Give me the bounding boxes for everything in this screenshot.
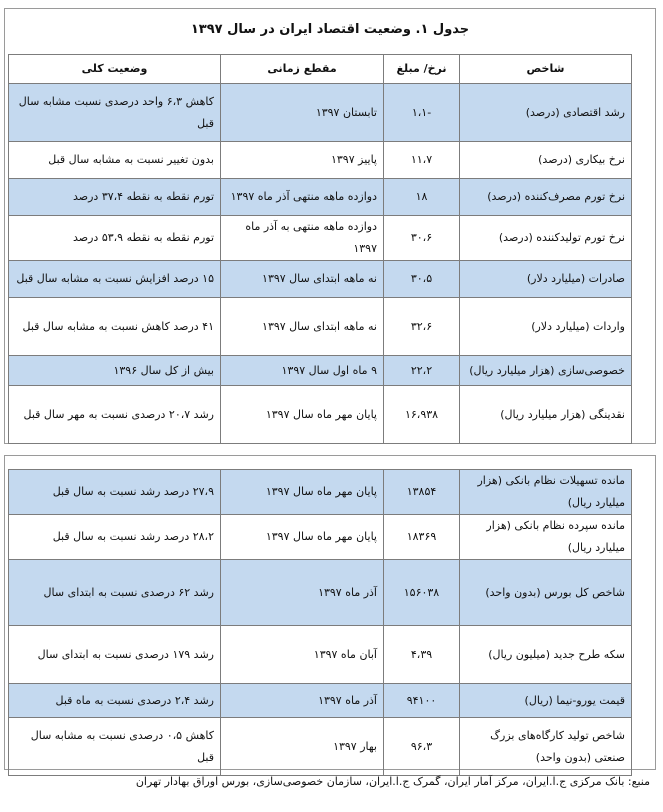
table-row <box>9 515 632 560</box>
economy-table-part-1 <box>8 54 632 444</box>
table-row <box>9 718 632 776</box>
economy-table-part-2 <box>8 469 632 776</box>
cell-period: نه ماهه ابتدای سال ۱۳۹۷ <box>221 261 384 298</box>
table-row <box>9 386 632 444</box>
cell-period: پایان مهر ماه سال ۱۳۹۷ <box>221 470 384 515</box>
cell-value: ۱۸۳۶۹ <box>384 515 460 560</box>
table-panel-2 <box>4 455 656 770</box>
table-panel-1 <box>4 8 656 444</box>
table-row <box>9 298 632 356</box>
header-value: نرخ/ مبلغ <box>384 55 460 84</box>
cell-indicator: نرخ تورم تولیدکننده (درصد) <box>460 216 632 261</box>
cell-value: ۹۴۱۰۰ <box>384 684 460 718</box>
cell-indicator: صادرات (میلیارد دلار) <box>460 261 632 298</box>
cell-period: پایان مهر ماه سال ۱۳۹۷ <box>221 386 384 444</box>
cell-status: رشد ۶۲ درصدی نسبت به ابتدای سال <box>9 560 221 626</box>
table-row <box>9 560 632 626</box>
cell-period: دوازده ماهه منتهی آذر ماه ۱۳۹۷ <box>221 179 384 216</box>
cell-value: ۱۸ <box>384 179 460 216</box>
cell-period: تابستان ۱۳۹۷ <box>221 84 384 142</box>
table-row <box>9 261 632 298</box>
cell-status: تورم نقطه به نقطه ۳۷،۴ درصد <box>9 179 221 216</box>
cell-value: ۳۲،۶ <box>384 298 460 356</box>
cell-indicator: نقدینگی (هزار میلیارد ریال) <box>460 386 632 444</box>
cell-period: ۹ ماه اول سال ۱۳۹۷ <box>221 356 384 386</box>
cell-indicator: رشد اقتصادی (درصد) <box>460 84 632 142</box>
table-row <box>9 356 632 386</box>
cell-period: دوازده ماهه منتهی به آذر ماه ۱۳۹۷ <box>221 216 384 261</box>
cell-status: تورم نقطه به نقطه ۵۳،۹ درصد <box>9 216 221 261</box>
cell-indicator: سکه طرح جدید (میلیون ریال) <box>460 626 632 684</box>
cell-indicator: نرخ تورم مصرف‌کننده (درصد) <box>460 179 632 216</box>
cell-indicator: خصوصی‌سازی (هزار میلیارد ریال) <box>460 356 632 386</box>
cell-status: رشد ۲،۴ درصدی نسبت به ماه قبل <box>9 684 221 718</box>
cell-value: ۴،۳۹ <box>384 626 460 684</box>
cell-period: آذر ماه ۱۳۹۷ <box>221 684 384 718</box>
cell-value: ۱۶،۹۳۸ <box>384 386 460 444</box>
header-period: مقطع زمانی <box>221 55 384 84</box>
table-caption: جدول ۱. وضعیت اقتصاد ایران در سال ۱۳۹۷ <box>190 22 470 37</box>
cell-status: بدون تغییر نسبت به مشابه سال قبل <box>9 142 221 179</box>
table-row <box>9 626 632 684</box>
table-row <box>9 216 632 261</box>
table-row <box>9 470 632 515</box>
table-row <box>9 84 632 142</box>
source-note: منبع: بانک مرکزی ج.ا.ایران، مرکز آمار ایران، گمرک ج.ا.ایران، سازمان خصوصی‌سازی، بورس اوراق بهادار تهران <box>135 775 650 788</box>
cell-value: ۲۲،۲ <box>384 356 460 386</box>
table-row <box>9 142 632 179</box>
cell-value: ۳۰،۵ <box>384 261 460 298</box>
cell-status: ۴۱ درصد کاهش نسبت به مشابه سال قبل <box>9 298 221 356</box>
cell-indicator: شاخص تولید کارگاه‌های بزرگ صنعتی (بدون واحد) <box>460 718 632 776</box>
cell-period: آذر ماه ۱۳۹۷ <box>221 560 384 626</box>
cell-status: رشد ۲۰،۷ درصدی نسبت به مهر سال قبل <box>9 386 221 444</box>
cell-period: نه ماهه ابتدای سال ۱۳۹۷ <box>221 298 384 356</box>
cell-indicator: واردات (میلیارد دلار) <box>460 298 632 356</box>
cell-status: ۱۵ درصد افزایش نسبت به مشابه سال قبل <box>9 261 221 298</box>
cell-status: ۲۸،۲ درصد رشد نسبت به سال قبل <box>9 515 221 560</box>
cell-indicator: نرخ بیکاری (درصد) <box>460 142 632 179</box>
cell-value: ۱۵۶۰۳۸ <box>384 560 460 626</box>
cell-period: پایان مهر ماه سال ۱۳۹۷ <box>221 515 384 560</box>
cell-value: ۳۰،۶ <box>384 216 460 261</box>
cell-indicator: شاخص کل بورس (بدون واحد) <box>460 560 632 626</box>
header-indicator: شاخص <box>460 55 632 84</box>
cell-period: بهار ۱۳۹۷ <box>221 718 384 776</box>
cell-period: پاییز ۱۳۹۷ <box>221 142 384 179</box>
cell-period: آبان ماه ۱۳۹۷ <box>221 626 384 684</box>
header-status: وضعیت کلی <box>9 55 221 84</box>
cell-status: کاهش ۰،۵ درصدی نسبت به مشابه سال قبل <box>9 718 221 776</box>
cell-indicator: مانده تسهیلات نظام بانکی (هزار میلیارد ریال) <box>460 470 632 515</box>
cell-value: ۱۳۸۵۴ <box>384 470 460 515</box>
cell-value: -۱،۱ <box>384 84 460 142</box>
cell-value: ۹۶،۳ <box>384 718 460 776</box>
cell-indicator: قیمت یورو-نیما (ریال) <box>460 684 632 718</box>
cell-status: بیش از کل سال ۱۳۹۶ <box>9 356 221 386</box>
cell-value: ۱۱،۷ <box>384 142 460 179</box>
cell-status: رشد ۱۷۹ درصدی نسبت به ابتدای سال <box>9 626 221 684</box>
table-row <box>9 684 632 718</box>
table-row <box>9 179 632 216</box>
cell-status: کاهش ۶،۳ واحد درصدی نسبت مشابه سال قبل <box>9 84 221 142</box>
cell-indicator: مانده سپرده نظام بانکی (هزار میلیارد ریال) <box>460 515 632 560</box>
cell-status: ۲۷،۹ درصد رشد نسبت به سال قبل <box>9 470 221 515</box>
table-header-row <box>9 55 632 84</box>
